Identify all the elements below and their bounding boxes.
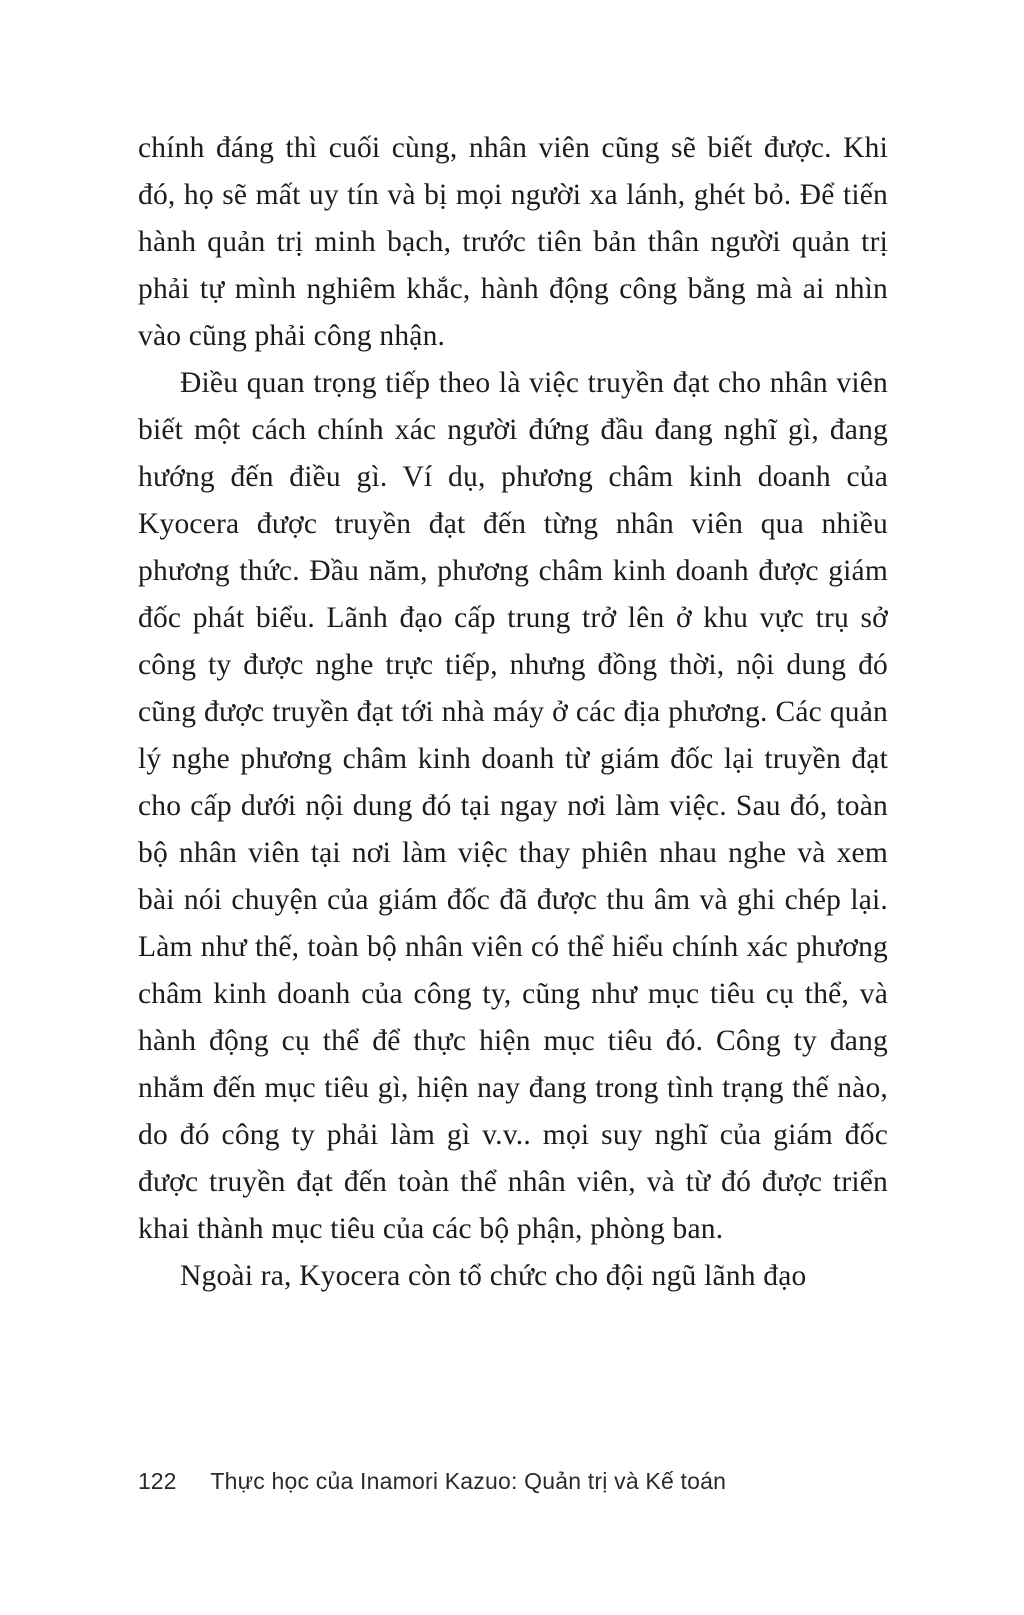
- body-text: [138, 125, 888, 1300]
- page-footer: [138, 1468, 888, 1495]
- paragraph-next-start: Ngoài ra, Kyocera còn tổ chức cho đội ngũ lãnh đạo: [180, 1260, 807, 1292]
- paragraph-continuation: chính đáng thì cuối cùng, nhân viên cũng sẽ biết được. Khi đó, họ sẽ mất uy tín và bị mọi người xa lánh, ghét bỏ. Để tiến hành quản trị minh bạch, trước tiên bản thân người quản trị phải tự mình nghiêm khắc, hành động công bằng mà ai nhìn vào cũng phải công nhận.: [138, 132, 888, 352]
- paragraph-communication: Điều quan trọng tiếp theo là việc truyền đạt cho nhân viên biết một cách chính xác người đứng đầu đang nghĩ gì, đang hướng đến điều gì. Ví dụ, phương châm kinh doanh của Kyocera được truyền đạt đến từng nhân viên qua nhiều phương thức. Đầu năm, phương châm kinh doanh được giám đốc phát biểu. Lãnh đạo cấp trung trở lên ở khu vực trụ sở công ty được nghe trực tiếp, nhưng đồng thời, nội dung đó cũng được truyền đạt tới nhà máy ở các địa phương. Các quản lý nghe phương châm kinh doanh từ giám đốc lại truyền đạt cho cấp dưới nội dung đó tại ngay nơi làm việc. Sau đó, toàn bộ nhân viên tại nơi làm việc thay phiên nhau nghe và xem bài nói chuyện của giám đốc đã được thu âm và ghi chép lại. Làm như thế, toàn bộ nhân viên có thể hiểu chính xác phương châm kinh doanh của công ty, cũng như mục tiêu cụ thể, và hành động cụ thể để thực hiện mục tiêu đó. Công ty đang nhắm đến mục tiêu gì, hiện nay đang trong tình trạng thế nào, do đó công ty phải làm gì v.v.. mọi suy nghĩ của giám đốc được truyền đạt đến toàn thể nhân viên, và từ đó được triển khai thành mục tiêu của các bộ phận, phòng ban.: [138, 367, 888, 1245]
- running-book-title: Thực học của Inamori Kazuo: Quản trị và Kế toán: [210, 1468, 727, 1494]
- page-number: 122: [138, 1468, 177, 1494]
